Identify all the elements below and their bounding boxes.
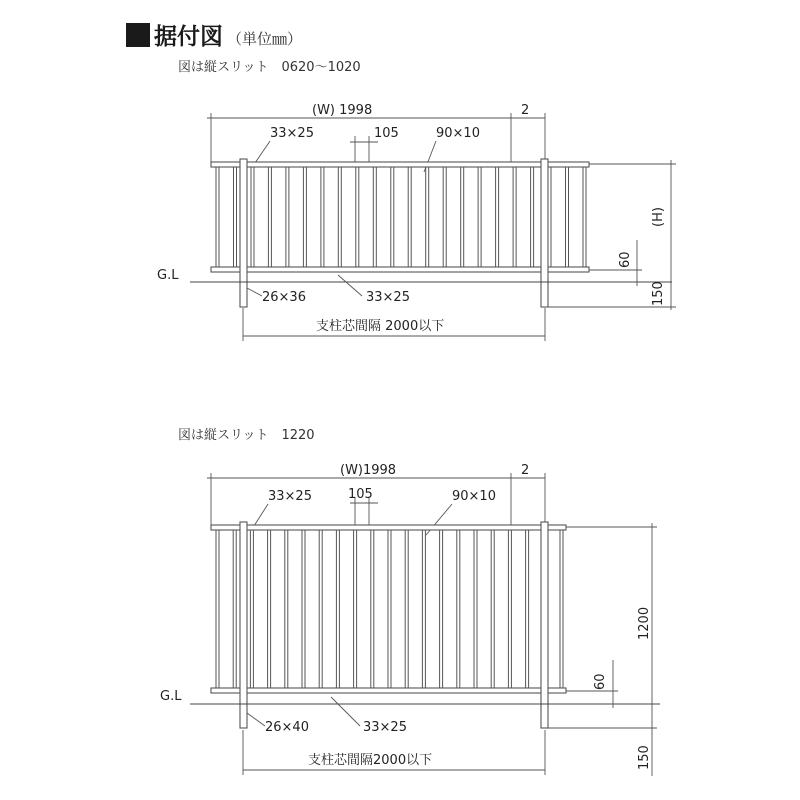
height-dimension — [548, 523, 657, 776]
bottom-rail-leader — [331, 697, 360, 726]
clearance-label: 60 — [593, 673, 608, 690]
bottom-caption: 図は縦スリット 1220 — [178, 428, 315, 443]
post-spacing-label: 支柱芯間隔2000以下 — [308, 753, 433, 768]
width-label: (W) 1998 — [312, 103, 373, 118]
right-post — [541, 159, 548, 307]
embed-label: 150 — [651, 281, 666, 306]
slat-label: 90×10 — [452, 489, 496, 504]
ground-label: G.L — [160, 689, 182, 704]
post-size-label: 26×40 — [265, 720, 309, 735]
title-main: 据付図 — [154, 24, 223, 50]
left-post — [240, 522, 247, 728]
post-size-leader — [247, 288, 262, 296]
diagram-bottom — [160, 463, 660, 776]
top-rail — [211, 525, 566, 530]
ground-label: G.L — [157, 268, 179, 283]
title-unit: （単位㎜） — [227, 30, 303, 48]
height-label: 1200 — [637, 606, 652, 640]
top-rail — [211, 162, 589, 167]
fence-panel — [211, 159, 589, 307]
clearance-label: 60 — [618, 251, 633, 268]
post-size-label: 26×36 — [262, 290, 306, 305]
gap-label: 2 — [521, 463, 530, 478]
post-size-leader — [247, 713, 265, 726]
post-spacing-label: 支柱芯間隔 2000以下 — [316, 319, 445, 334]
top-rail-label: 33×25 — [268, 489, 312, 504]
height-dimension — [548, 160, 676, 310]
slat-label: 90×10 — [436, 126, 480, 141]
embed-label: 150 — [637, 745, 652, 770]
slat-group — [216, 167, 586, 267]
top-rail-label: 33×25 — [270, 126, 314, 141]
bottom-rail — [211, 267, 589, 272]
fence-panel — [211, 522, 566, 728]
pitch-dimension — [348, 487, 378, 528]
diagram-top — [157, 103, 676, 341]
gap-label: 2 — [521, 103, 530, 118]
bottom-rail — [211, 688, 566, 693]
post-spacing-dimension — [243, 730, 545, 775]
bottom-rail-leader — [338, 275, 362, 296]
top-caption: 図は縦スリット 0620～1020 — [178, 60, 361, 75]
top-rail-leader — [255, 141, 270, 163]
bottom-rail-label: 33×25 — [363, 720, 407, 735]
bottom-rail-label: 33×25 — [366, 290, 410, 305]
top-rail-leader — [254, 504, 268, 526]
right-post — [541, 522, 548, 728]
post-spacing-dimension — [243, 308, 545, 341]
pitch-dimension — [350, 126, 399, 166]
slat-group — [216, 530, 563, 688]
left-post — [240, 159, 247, 307]
width-label: (W)1998 — [340, 463, 397, 478]
height-label: (H) — [651, 207, 666, 227]
pitch-label: 105 — [348, 487, 373, 502]
pitch-label: 105 — [374, 126, 399, 141]
